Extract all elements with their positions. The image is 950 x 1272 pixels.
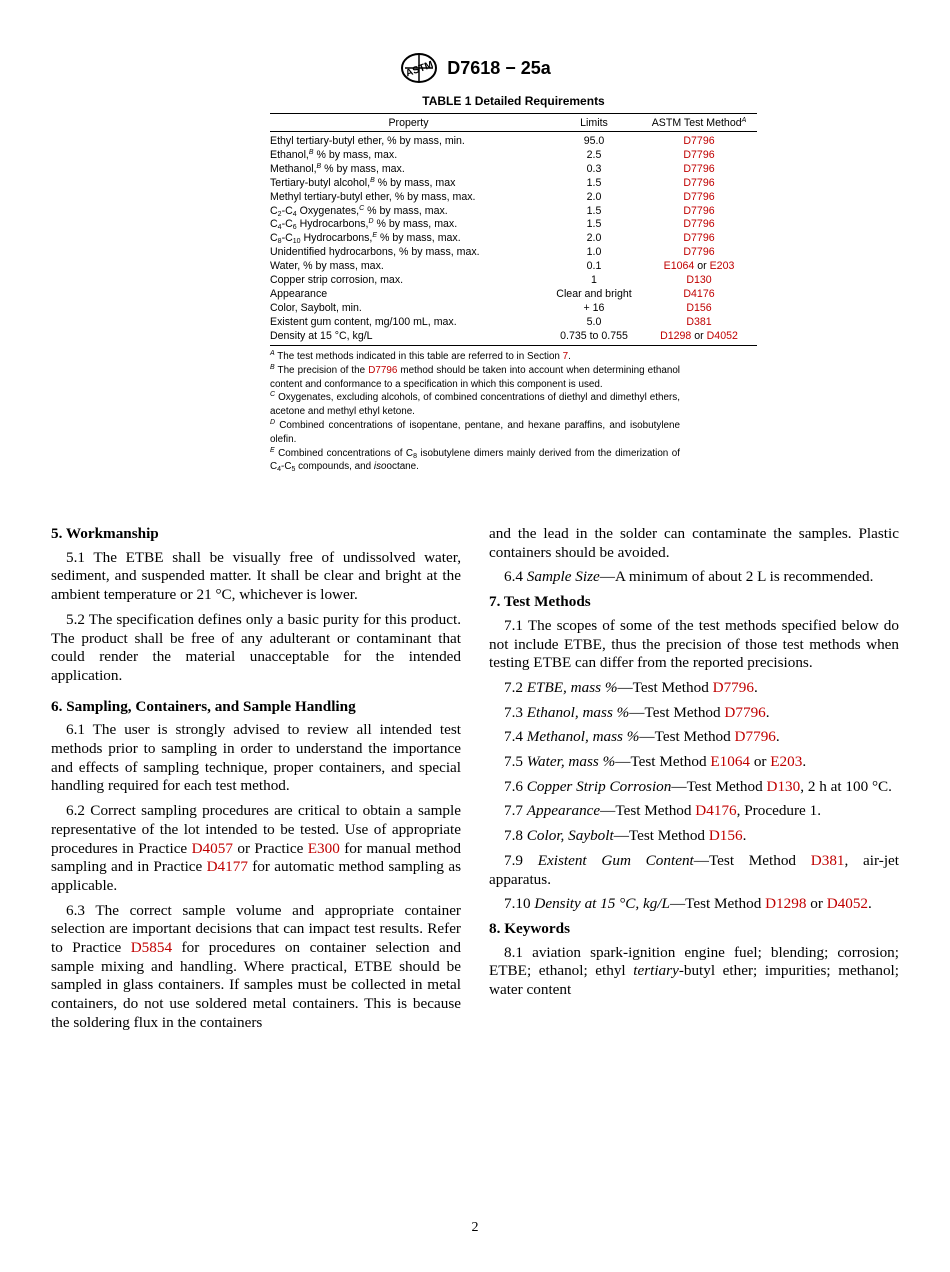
- footnote-b: $^B$ The precision of the D7796 method should be taken into account when determining ethanol content and conformance to a specification in which this component is used.: [270, 363, 681, 390]
- method-link[interactable]: D7796: [683, 162, 715, 175]
- footnote-c: $^C$ Oxygenates, excluding alcohols, of combined concentrations of diethyl and dimethyl ethers, acetone and methyl ethyl ketone.: [270, 391, 680, 418]
- svg-text:ASTM: ASTM: [404, 59, 435, 80]
- paragraph-7-1: 7.1 The scopes of some of the test methods specified below do not include ETBE, thus the precision of those test methods when testing ETBE can differ from the reported precisions.: [489, 616, 899, 672]
- paragraph-7-4: 7.4 Methanol, mass %—Test Method D7796.: [504, 728, 780, 746]
- requirements-table-container: [270, 94, 757, 346]
- practice-link[interactable]: E300: [307, 839, 340, 857]
- paragraph-7-2: 7.2 ETBE, mass %—Test Method D7796.: [504, 678, 758, 696]
- paragraph-7-10: 7.10 Density at 15 °C, kg/L—Test Method D1298 or D4052.: [504, 895, 872, 913]
- method-link[interactable]: D7796: [683, 190, 715, 203]
- method-link[interactable]: D1298: [660, 329, 692, 342]
- footnote-d: $^D$ Combined concentrations of isopentane, pentane, and hexane paraffins, and isobutylene olefin.: [270, 418, 680, 445]
- left-column: [51, 525, 461, 1039]
- paragraph-7-8: 7.8 Color, Saybolt—Test Method D156.: [504, 827, 747, 845]
- paragraph-6-3: 6.3 The correct sample volume and appropriate container selection are important decisions that can impact test results. Refer to Practice D5854 for procedures on container selection and sample mixing and handling. Where practical, ETBE should be sampled in glass containers. If samples must be collected in metal containers, do not use soldered metal containers. This is because the soldering flux in the containers: [51, 901, 461, 1031]
- property-cell: Ethyl tertiary-butyl ether, % by mass, min.: [270, 135, 465, 147]
- property-cell: Appearance: [270, 287, 328, 300]
- method-cell: D1298 or D4052: [641, 330, 757, 345]
- table-row: [270, 163, 757, 177]
- paragraph-7-5: 7.5 Water, mass %—Test Method E1064 or E203.: [504, 753, 807, 771]
- method-link[interactable]: D7796: [683, 218, 715, 231]
- table-row: [270, 260, 757, 274]
- table-row: [270, 288, 757, 302]
- method-link[interactable]: D381: [686, 315, 712, 328]
- document-id: D7618 − 25a: [447, 57, 551, 78]
- method-link[interactable]: D130: [766, 777, 801, 795]
- requirements-table: [270, 113, 757, 346]
- section-heading-sampling: 6. Sampling, Containers, and Sample Handling: [51, 697, 356, 715]
- method-link[interactable]: D7796: [368, 364, 398, 376]
- method-cell: E1064 or E203: [663, 260, 735, 273]
- method-link[interactable]: E1064: [663, 260, 695, 273]
- paragraph-6-4: 6.4 Sample Size—A minimum of about 2 L is recommended.: [504, 568, 874, 586]
- section-heading-workmanship: 5. Workmanship: [51, 525, 159, 542]
- footnote-e: $^E$ Combined concentrations of $C_8$ isobutylene dimers mainly derived from the dimerization of $C_4-C_5$ compounds, and isooctane.: [270, 446, 680, 474]
- table-row: [270, 149, 757, 163]
- method-link[interactable]: D4176: [683, 287, 715, 300]
- property-cell: Methanol,$^B$ % by mass, max.: [270, 162, 405, 175]
- paragraph-5-1: 5.1 The ETBE shall be visually free of undissolved water, sediment, and suspended matter. It shall be clear and bright at the ambient temperature or 21 °C, whichever is lower.: [51, 548, 461, 604]
- section-link[interactable]: 7: [562, 351, 569, 362]
- method-link[interactable]: D4052: [706, 329, 738, 342]
- method-link[interactable]: D7796: [734, 728, 776, 746]
- limit-cell: + 16: [583, 301, 605, 314]
- table-row: [270, 316, 757, 330]
- method-link[interactable]: E1064: [710, 753, 751, 771]
- property-cell: Existent gum content, mg/100 mL, max.: [270, 315, 457, 328]
- method-link[interactable]: D7796: [683, 148, 715, 161]
- header-limits: Limits: [547, 114, 641, 132]
- table-row: [270, 330, 757, 345]
- method-link[interactable]: E203: [709, 260, 735, 273]
- paragraph-5-2: 5.2 The specification defines only a basic purity for this product. The product shall be free of any adulterant or contaminant that could render the material unacceptable for the intended application.: [51, 610, 461, 684]
- limit-cell: 0.1: [586, 260, 602, 273]
- limit-cell: 1: [591, 274, 597, 287]
- limit-cell: 0.3: [586, 162, 602, 175]
- method-link[interactable]: D4052: [826, 895, 869, 913]
- property-cell: Color, Saybolt, min.: [270, 301, 362, 314]
- property-cell: Water, % by mass, max.: [270, 260, 384, 273]
- paragraph-7-7: 7.7 Appearance—Test Method D4176, Procedure 1.: [504, 802, 821, 820]
- practice-link[interactable]: D5854: [130, 939, 173, 957]
- paragraph-7-6: 7.6 Copper Strip Corrosion—Test Method D130, 2 h at 100 °C.: [504, 777, 892, 795]
- method-link[interactable]: D7796: [712, 678, 754, 696]
- method-link[interactable]: D7796: [683, 204, 715, 217]
- limit-cell: 1.5: [586, 204, 602, 217]
- property-cell: Tertiary-butyl alcohol,$^B$ % by mass, max: [270, 176, 456, 189]
- method-link[interactable]: D7796: [683, 232, 715, 245]
- paragraph-8-1: 8.1 aviation spark-ignition engine fuel; blending; corrosion; ETBE; ethanol; ethyl tertiary-butyl ether; impurities; methanol; water content: [489, 943, 899, 999]
- table-row: [270, 232, 757, 246]
- method-link[interactable]: D381: [810, 851, 845, 869]
- limit-cell: Clear and bright: [556, 287, 632, 300]
- page-header: [0, 52, 950, 84]
- limit-cell: 0.735 to 0.755: [547, 330, 641, 345]
- property-cell: $C_8-C_{10}$ Hydrocarbons,$^E$ % by mass, max.: [270, 232, 461, 246]
- method-link[interactable]: D130: [686, 274, 712, 287]
- method-link[interactable]: D7796: [683, 176, 715, 189]
- property-cell: Density at 15 °C, kg/L: [270, 330, 547, 345]
- method-link[interactable]: D7796: [683, 246, 715, 259]
- limit-cell: 2.0: [586, 190, 602, 203]
- limit-cell: 1.5: [586, 176, 602, 189]
- table-row: [270, 274, 757, 288]
- astm-logo-icon: [399, 52, 439, 84]
- method-link[interactable]: D4176: [695, 802, 737, 820]
- section-heading-test-methods: 7. Test Methods: [489, 593, 591, 611]
- header-property: Property: [270, 114, 547, 132]
- paragraph-6-3-continued: and the lead in the solder can contaminate the samples. Plastic containers should be avoided.: [489, 525, 899, 561]
- property-cell: Ethanol,$^B$ % by mass, max.: [270, 148, 398, 161]
- table-header-row: [270, 114, 757, 132]
- limit-cell: 2.0: [586, 232, 602, 245]
- paragraph-6-2: 6.2 Correct sampling procedures are critical to obtain a sample representative of the lot intended to be tested. Use of appropriate procedures in Practice D4057 or Practice E300 for manual method sampling and in Practice D4177 for automatic method sampling as applicable.: [51, 802, 462, 894]
- footnote-a: $^A$ The test methods indicated in this table are referred to in Section 7.: [270, 350, 571, 362]
- paragraph-7-9: 7.9 Existent Gum Content—Test Method D381, air-jet apparatus.: [489, 851, 900, 888]
- method-link[interactable]: D7796: [683, 135, 715, 147]
- table-row: [270, 191, 757, 205]
- paragraph-7-3: 7.3 Ethanol, mass %—Test Method D7796.: [504, 703, 770, 721]
- limit-cell: 1.0: [586, 246, 602, 259]
- section-heading-keywords: 8. Keywords: [489, 919, 570, 937]
- practice-link[interactable]: D4057: [191, 839, 233, 857]
- table-row: [270, 302, 757, 316]
- method-link[interactable]: D156: [708, 827, 743, 845]
- property-cell: $C_4-C_6$ Hydrocarbons,$^D$ % by mass, max.: [270, 218, 458, 232]
- method-link[interactable]: D7796: [724, 703, 766, 721]
- table-title: TABLE 1 Detailed Requirements: [422, 94, 605, 108]
- table-footnotes: [270, 350, 680, 474]
- table-row: [270, 205, 757, 219]
- practice-link[interactable]: D4177: [206, 858, 248, 876]
- limit-cell: 2.5: [586, 148, 602, 161]
- paragraph-6-1: 6.1 The user is strongly advised to review all intended test methods prior to sampling in order to understand the importance and effects of sampling technique, proper containers, and special handling required for each test method.: [51, 721, 461, 795]
- property-cell: Copper strip corrosion, max.: [270, 274, 404, 287]
- page-number: 2: [471, 1220, 479, 1235]
- table-row: [270, 132, 757, 149]
- table-row: [270, 177, 757, 191]
- table-row: [270, 218, 757, 232]
- method-link[interactable]: E203: [770, 753, 803, 771]
- limit-cell: 1.5: [586, 218, 602, 231]
- method-link[interactable]: D156: [686, 301, 712, 314]
- table-row: [270, 246, 757, 260]
- right-column: [489, 525, 899, 1006]
- method-link[interactable]: D1298: [765, 895, 807, 913]
- property-cell: Methyl tertiary-butyl ether, % by mass, max.: [270, 190, 476, 203]
- limit-cell: 95.0: [583, 135, 605, 147]
- limit-cell: 5.0: [586, 315, 602, 328]
- property-cell: $C_2-C_4$ Oxygenates,$^C$ % by mass, max.: [270, 204, 448, 218]
- property-cell: Unidentified hydrocarbons, % by mass, max.: [270, 246, 480, 259]
- header-method: ASTM Test Method$^A$: [641, 114, 757, 132]
